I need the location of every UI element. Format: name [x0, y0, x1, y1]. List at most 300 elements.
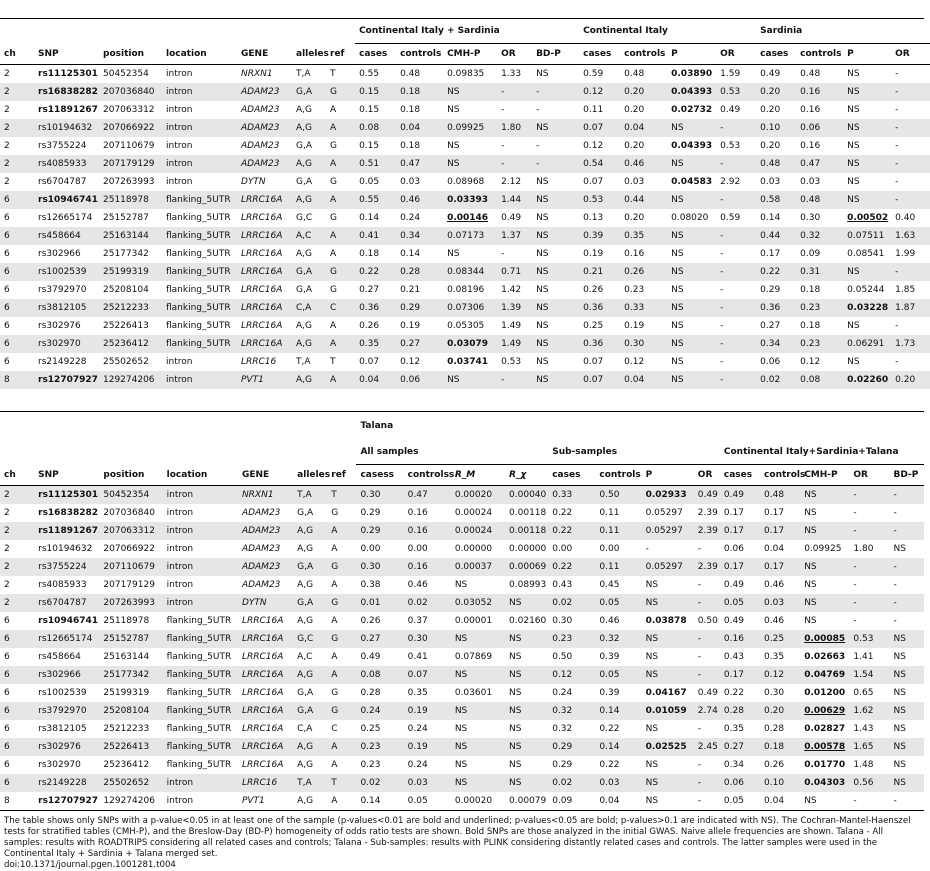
table-cell: 6: [0, 299, 34, 317]
column-header: OR: [716, 44, 756, 65]
table-cell: 0.26: [764, 760, 785, 770]
table-cell: NS: [451, 738, 505, 756]
table-cell: 0.02: [356, 774, 403, 792]
table-cell: 0.30: [800, 213, 821, 223]
table-cell: 0.06291: [843, 335, 891, 353]
table-cell: 129274206: [99, 371, 162, 389]
table-cell: ADAM23: [241, 105, 280, 115]
table-cell: 0.00001: [454, 616, 493, 626]
table-cell: NS: [671, 357, 684, 367]
table-cell: 25212233: [103, 724, 150, 734]
table-cell: 0.53: [501, 357, 522, 367]
table-cell: 0.71: [497, 263, 532, 281]
table-cell: 0.26: [583, 285, 604, 295]
table-cell: 6: [0, 227, 34, 245]
table-cell: A,G: [292, 119, 326, 137]
table-cell: 0.32: [796, 227, 843, 245]
table-cell: A: [326, 191, 355, 209]
table-cell: A,G: [297, 580, 314, 590]
table-cell: -: [697, 544, 702, 554]
table-cell: 207036840: [103, 508, 155, 518]
table-cell: 0.21: [400, 285, 421, 295]
table-cell: 0.09: [800, 249, 821, 259]
table-cell: intron: [166, 105, 193, 115]
table-cell: A: [330, 249, 337, 259]
table-cell: -: [895, 357, 899, 367]
table-cell: -: [890, 522, 924, 540]
table-cell: 6: [4, 724, 10, 734]
table-cell: flanking_5UTR: [166, 213, 231, 223]
table-cell: ADAM23: [237, 83, 292, 101]
table-cell: 2.12: [501, 177, 522, 187]
table-cell: 0.01059: [642, 702, 694, 720]
table-cell: 0.07: [404, 666, 451, 684]
table-cell: LRRC16A: [241, 652, 284, 662]
table-row: [0, 522, 924, 540]
table-cell: T,A: [293, 486, 327, 505]
table-cell: NS: [536, 69, 549, 79]
table-cell: NS: [532, 335, 579, 353]
table-cell: 0.05: [720, 792, 760, 811]
table-row: [0, 101, 930, 119]
table-cell: 1.59: [720, 69, 741, 79]
table-cell: NS: [509, 652, 522, 662]
table-cell: 207110679: [99, 558, 162, 576]
table-cell: 0.05: [595, 666, 641, 684]
table-cell: 0.36: [756, 299, 796, 317]
table-cell: 0.39: [599, 688, 620, 698]
table-cell: 0.01770: [804, 760, 846, 770]
table-cell: 1.33: [501, 69, 522, 79]
table-cell: rs4085933: [34, 155, 99, 173]
table-cell: 0.05: [359, 177, 380, 187]
table-cell: A: [326, 335, 355, 353]
column-header: cases: [548, 465, 595, 486]
group-header: Sardinia: [756, 19, 930, 44]
table-cell: 0.00502: [847, 213, 889, 223]
table-cell: 1.63: [891, 227, 930, 245]
table-cell: 0.04769: [800, 666, 849, 684]
table-cell: 0.04: [396, 119, 443, 137]
table-cell: NS: [671, 321, 684, 331]
table-row: [0, 612, 924, 630]
table-cell: 0.35: [355, 335, 396, 353]
table-cell: 0.11: [595, 558, 641, 576]
table-cell: rs3792970: [34, 702, 99, 720]
table-cell: A: [330, 105, 337, 115]
group-header: Continental Italy + Sardinia: [355, 19, 579, 44]
table-cell: 0.35: [407, 688, 428, 698]
table-cell: 0.27: [359, 285, 380, 295]
table-cell: 2: [0, 558, 34, 576]
table-cell: rs10946741: [38, 616, 99, 626]
table-cell: flanking_5UTR: [166, 616, 232, 626]
table-cell: 0.15: [355, 83, 396, 101]
table-cell: 2: [4, 580, 10, 590]
column-header: controls: [760, 465, 800, 486]
table-cell: 6: [0, 702, 34, 720]
table-cell: 0.04393: [667, 83, 716, 101]
table-cell: 0.00: [407, 544, 428, 554]
table-cell: A,G: [297, 616, 314, 626]
table-cell: -: [694, 594, 720, 612]
table-row: [0, 65, 930, 84]
table-row: [0, 684, 924, 702]
table-cell: G: [327, 558, 356, 576]
table-row: [0, 119, 930, 137]
table-cell: 0.14: [359, 213, 380, 223]
table-cell: -: [893, 616, 897, 626]
table-cell: 25502652: [99, 774, 162, 792]
column-header: position: [99, 44, 162, 65]
table-cell: 0.12: [548, 666, 595, 684]
table-cell: -: [853, 616, 857, 626]
table-cell: 0.47: [396, 155, 443, 173]
table-cell: 25212233: [99, 299, 162, 317]
table-cell: 1.80: [853, 544, 874, 554]
table-cell: intron: [162, 371, 237, 389]
table-cell: NS: [447, 249, 460, 259]
table-cell: PVT1: [238, 792, 293, 811]
table-cell: 0.47: [796, 155, 843, 173]
table-cell: -: [720, 285, 724, 295]
table-cell: rs3792970: [38, 285, 87, 295]
table-cell: 1.37: [497, 227, 532, 245]
table-cell: 0.30: [552, 616, 573, 626]
table-cell: A: [331, 544, 338, 554]
table-cell: C: [331, 724, 338, 734]
table-row: [0, 83, 930, 101]
table-row: [0, 666, 924, 684]
table-cell: flanking_5UTR: [162, 299, 237, 317]
table-cell: 0.25: [360, 724, 381, 734]
table-cell: 0.00578: [800, 738, 849, 756]
table-cell: 0.56: [849, 774, 889, 792]
table-cell: 0.43: [723, 652, 744, 662]
table-cell: NS: [667, 371, 716, 389]
table-cell: 0.29: [552, 760, 573, 770]
column-header: ref: [326, 44, 355, 65]
table-cell: NS: [890, 702, 924, 720]
table-cell: 2: [4, 544, 10, 554]
table-cell: G,A: [297, 508, 314, 518]
table-cell: G: [330, 141, 337, 151]
table-cell: 0.05: [404, 792, 451, 811]
table-cell: 0.12: [400, 357, 421, 367]
table-cell: NS: [443, 371, 497, 389]
table-cell: 0.39: [599, 652, 620, 662]
table-cell: LRRC16A: [237, 335, 292, 353]
table-cell: 6: [4, 249, 10, 259]
table-cell: 0.14: [356, 792, 403, 811]
table-cell: NS: [804, 508, 817, 518]
table-cell: C,A: [292, 299, 326, 317]
table-cell: -: [716, 227, 756, 245]
table-cell: 0.05297: [645, 508, 683, 518]
table-cell: 207066922: [99, 119, 162, 137]
table-cell: 0.00040: [505, 486, 548, 505]
table-cell: 0.46: [396, 191, 443, 209]
table-cell: NS: [667, 335, 716, 353]
column-header: alleles: [293, 465, 327, 486]
table-cell: -: [890, 594, 924, 612]
table-cell: intron: [166, 69, 193, 79]
column-header: alleles: [292, 44, 326, 65]
table-row: [0, 576, 924, 594]
table-cell: 0.43: [552, 580, 573, 590]
table-cell: LRRC16A: [241, 285, 283, 295]
table-cell: 0.06: [723, 544, 744, 554]
table-cell: 25236412: [103, 760, 150, 770]
column-header: cases: [579, 44, 620, 65]
column-header: CMH-P: [443, 44, 497, 65]
table-cell: -: [697, 652, 702, 662]
table-cell: 0.48: [756, 155, 796, 173]
table-cell: 0.16: [800, 105, 821, 115]
table-cell: 0.17: [723, 508, 744, 518]
table-cell: rs3812105: [34, 299, 99, 317]
table-cell: G,A: [292, 83, 326, 101]
table-cell: A,G: [296, 321, 312, 331]
table-cell: 0.49: [720, 105, 741, 115]
table-cell: -: [536, 105, 540, 115]
table-cell: 1.73: [891, 335, 930, 353]
table-cell: 0.02: [548, 774, 595, 792]
table-cell: -: [849, 522, 889, 540]
table-cell: intron: [163, 594, 238, 612]
table-cell: 0.00020: [451, 792, 505, 811]
table-cell: NS: [532, 299, 579, 317]
table-cell: 0.49: [760, 69, 781, 79]
table-cell: -: [697, 724, 702, 734]
table-cell: 2: [4, 69, 10, 79]
table-cell: -: [720, 249, 724, 259]
table-cell: 0.03890: [671, 69, 713, 79]
table-cell: 0.08: [796, 371, 843, 389]
table-cell: DYTN: [238, 594, 293, 612]
table-cell: 0.23: [356, 738, 403, 756]
table-cell: NS: [536, 285, 549, 295]
table-cell: G: [327, 702, 356, 720]
table-cell: 0.06: [796, 119, 843, 137]
table-cell: 0.14: [595, 702, 641, 720]
table-cell: 0.12: [583, 141, 604, 151]
table-cell: NS: [451, 774, 505, 792]
table-cell: G,A: [293, 558, 327, 576]
table-cell: 0.19: [404, 702, 451, 720]
table-cell: 0.32: [595, 630, 641, 648]
table-cell: 0.17: [720, 666, 760, 684]
table-cell: LRRC16A: [241, 688, 284, 698]
table-cell: 0.05305: [447, 321, 485, 331]
table-row: [0, 137, 930, 155]
column-header: cases: [720, 465, 760, 486]
table-cell: -: [501, 105, 505, 115]
table-cell: LRRC16: [238, 774, 293, 792]
table-cell: 6: [4, 321, 10, 331]
table-row: [0, 558, 924, 576]
doi-text: doi:10.1371/journal.pgen.1001281.t004: [4, 860, 176, 870]
table-cell: G: [330, 285, 337, 295]
table-cell: NS: [893, 688, 906, 698]
column-header: ch: [0, 465, 34, 486]
table-cell: NS: [642, 774, 694, 792]
table-cell: 0.32: [552, 724, 573, 734]
table-cell: 207179129: [103, 580, 155, 590]
table-cell: NS: [843, 155, 891, 173]
table-cell: 2: [0, 83, 34, 101]
table-cell: -: [849, 594, 889, 612]
table-cell: -: [716, 191, 756, 209]
table-cell: 0.03393: [443, 191, 497, 209]
group-header-row: [0, 440, 924, 465]
table-row: [0, 263, 930, 281]
table-cell: 0.14: [595, 738, 641, 756]
table-cell: 0.18: [400, 105, 421, 115]
table-cell: 0.53: [720, 141, 741, 151]
table-cell: NS: [893, 760, 906, 770]
column-header: controls: [595, 465, 641, 486]
table-cell: A: [330, 321, 337, 331]
table-cell: NS: [667, 191, 716, 209]
table-cell: NS: [536, 357, 549, 367]
table-cell: NS: [800, 558, 849, 576]
table-cell: 6: [0, 666, 34, 684]
table-cell: intron: [166, 141, 193, 151]
table-cell: 0.27: [720, 738, 760, 756]
table-cell: 0.16: [800, 141, 821, 151]
table-cell: NS: [532, 263, 579, 281]
table-cell: 0.03228: [843, 299, 891, 317]
table-cell: NS: [454, 760, 468, 770]
table-cell: NS: [847, 321, 860, 331]
footnote-text: The table shows only SNPs with a p-value<0.05 in at least one of the sample (p-values<0.01 are bold and underlined; p-values<0.05 are bold; p-values>0.1 are indicated with NS). The Cochran-Mantel-Haenszel tests for stratified tables (CMH-P), and the Breslow-Day (BD-P) homogeneity of odds ratio tests are shown. Bold SNPs are those analyzed in the initial GWAS. Naive allele frequencies are shown. Talana - All samples: results with ROADTRIPS considering all related cases and controls; Talana - Sub-samples: results with PLINK considering distantly related cases and controls. The latter samples were used in the Continental Italy + Sardinia + Talana merged set.: [4, 816, 911, 859]
table-cell: NS: [645, 724, 659, 734]
table-cell: 0.01: [356, 594, 403, 612]
table-cell: G: [331, 508, 339, 518]
table-cell: NS: [843, 83, 891, 101]
table-cell: 0.00024: [454, 508, 493, 518]
table-cell: LRRC16A: [241, 249, 283, 259]
table-cell: 0.12: [800, 357, 821, 367]
table-cell: 0.16: [404, 558, 451, 576]
table-top-rule: [0, 0, 924, 19]
table-cell: 25199319: [99, 263, 162, 281]
table-cell: 0.03: [404, 774, 451, 792]
table-cell: G,A: [293, 594, 327, 612]
table-cell: NS: [447, 105, 460, 115]
table-cell: NS: [671, 285, 684, 295]
table-cell: NS: [532, 119, 579, 137]
table-cell: 0.18: [800, 285, 821, 295]
table-cell: NS: [645, 652, 659, 662]
table-cell: 25163144: [103, 652, 150, 662]
column-header: controlss: [404, 465, 451, 486]
table-cell: 0.04: [595, 792, 641, 811]
table-cell: -: [849, 792, 889, 811]
table-cell: 0.31: [796, 263, 843, 281]
table-cell: 0.07: [579, 119, 620, 137]
table-cell: 0.20: [624, 105, 645, 115]
table-cell: -: [891, 263, 930, 281]
table-cell: 0.36: [355, 299, 396, 317]
group-header: All samples: [356, 440, 548, 465]
table-cell: NS: [443, 155, 497, 173]
table-row: [0, 227, 930, 245]
table-cell: flanking_5UTR: [166, 321, 231, 331]
table-cell: T,A: [296, 69, 311, 79]
table-footnote: [0, 811, 924, 871]
column-header: R_χ: [505, 465, 548, 486]
table-cell: -: [532, 155, 579, 173]
table-cell: 0.16: [407, 508, 428, 518]
table-cell: 0.09925: [804, 544, 842, 554]
table-cell: NS: [890, 666, 924, 684]
table-cell: 0.23: [796, 299, 843, 317]
table-cell: 0.49: [720, 486, 760, 505]
table-cell: rs302966: [38, 249, 81, 259]
table-cell: A,G: [293, 666, 327, 684]
table-cell: 0.34: [723, 760, 744, 770]
table-cell: 0.22: [548, 558, 595, 576]
table-cell: ADAM23: [241, 141, 280, 151]
table-cell: 0.55: [359, 69, 380, 79]
column-header: location: [163, 465, 238, 486]
table-1: [0, 19, 930, 411]
table-cell: 6: [0, 263, 34, 281]
table-cell: 207263993: [103, 177, 155, 187]
table-cell: A,G: [293, 792, 327, 811]
table-cell: 1.43: [853, 724, 874, 734]
table-cell: -: [497, 83, 532, 101]
table-cell: A,G: [297, 760, 314, 770]
table-cell: 0.58: [756, 191, 796, 209]
table-cell: flanking_5UTR: [166, 760, 232, 770]
table-cell: 1.65: [849, 738, 889, 756]
table-cell: 1.39: [497, 299, 532, 317]
table-cell: rs11125301: [34, 486, 99, 505]
table-cell: 0.04167: [645, 688, 687, 698]
table-cell: 0.08: [356, 666, 403, 684]
table-cell: A,G: [293, 738, 327, 756]
table-cell: 0.17: [764, 508, 785, 518]
table-cell: 0.48: [760, 486, 800, 505]
table-cell: 207110679: [103, 141, 155, 151]
table-row: [0, 774, 924, 792]
table-cell: G,A: [293, 702, 327, 720]
table-cell: 0.15: [359, 141, 380, 151]
table-cell: ADAM23: [237, 155, 292, 173]
table-cell: NRXN1: [238, 486, 293, 505]
table-cell: 0.30: [356, 486, 403, 505]
table-cell: ADAM23: [241, 580, 281, 590]
table-cell: 0.17: [720, 558, 760, 576]
table-cell: 2.39: [697, 508, 718, 518]
table-cell: 0.00085: [800, 630, 849, 648]
table-cell: NS: [847, 357, 860, 367]
table-cell: 6: [0, 774, 34, 792]
table-cell: NS: [505, 666, 548, 684]
table-cell: intron: [163, 774, 238, 792]
column-header: P: [843, 44, 891, 65]
table-cell: rs2149228: [34, 774, 99, 792]
table-cell: 0.16: [796, 83, 843, 101]
table-cell: intron: [162, 83, 237, 101]
table-cell: 0.04: [760, 792, 800, 811]
table-cell: NS: [509, 724, 522, 734]
table-row: [0, 540, 924, 558]
table-cell: 0.37: [407, 616, 428, 626]
